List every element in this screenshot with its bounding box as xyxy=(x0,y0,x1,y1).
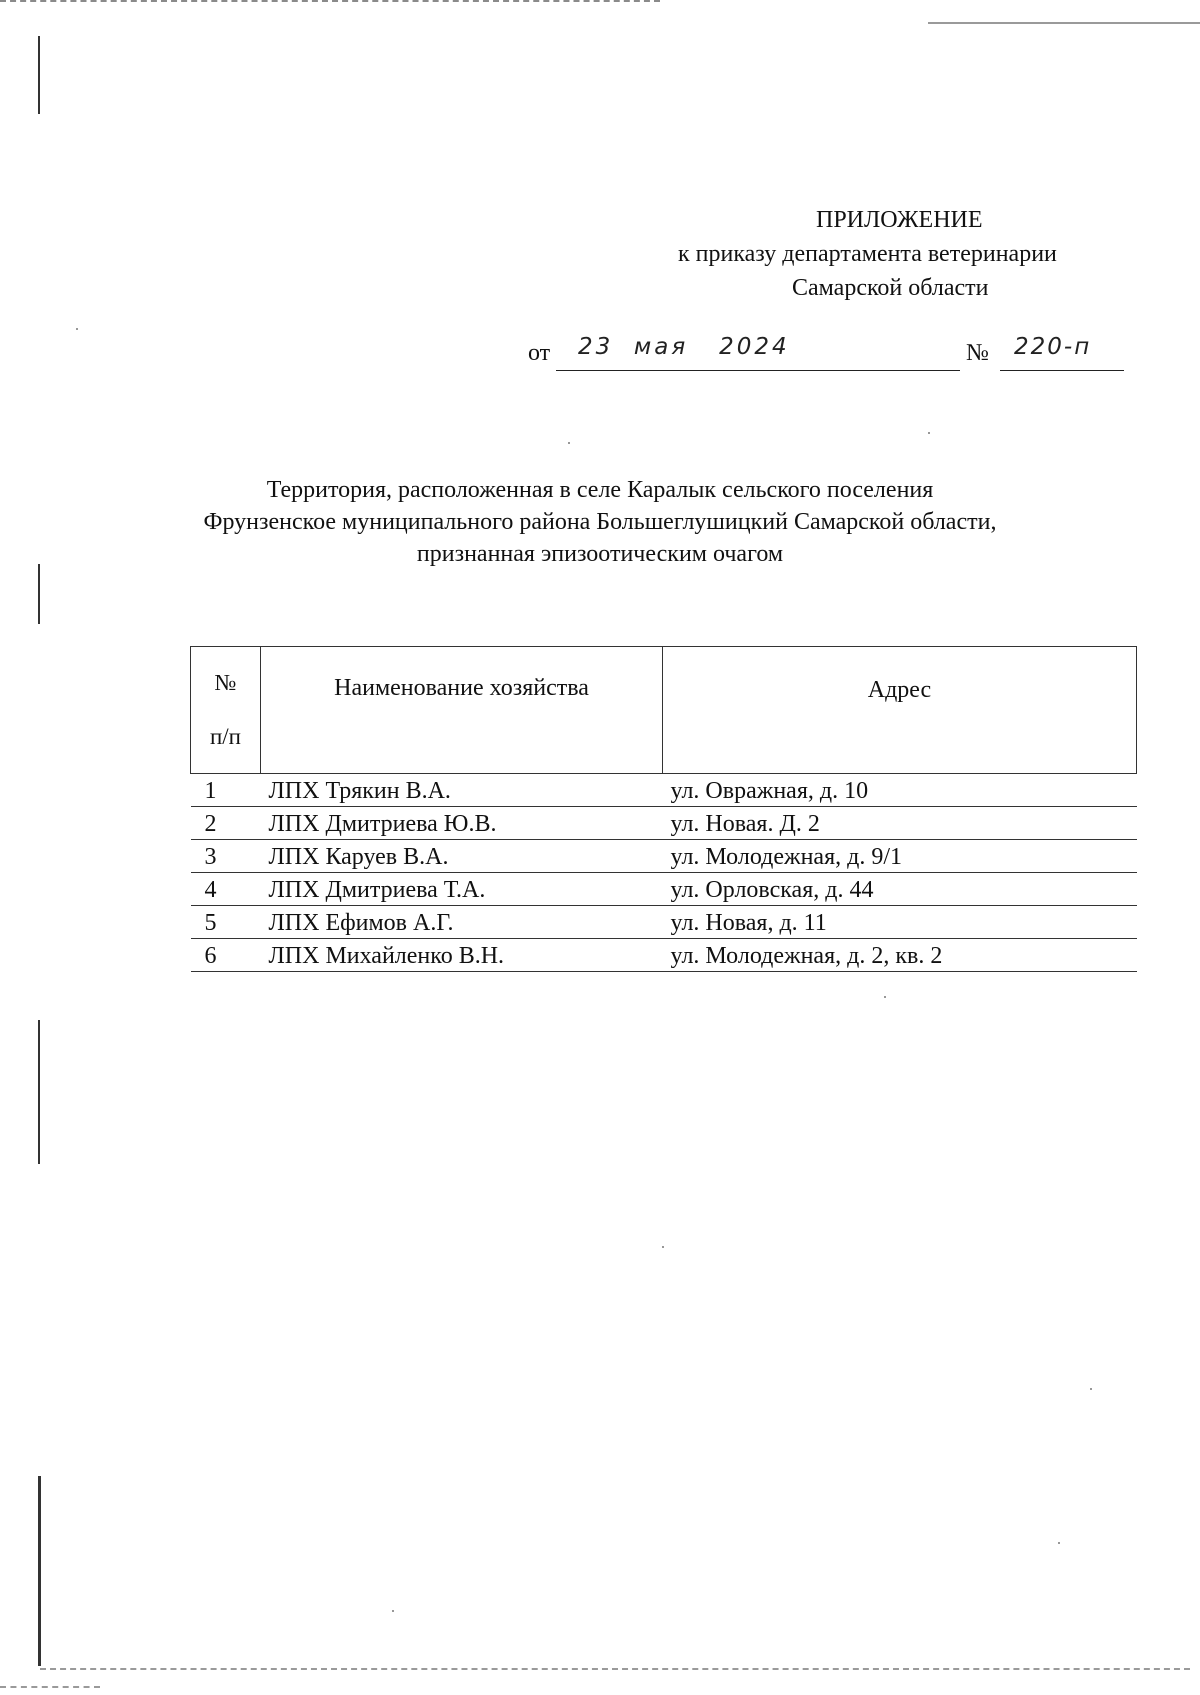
scan-edge-top xyxy=(0,0,660,2)
scan-speck xyxy=(884,996,886,998)
header-number-symbol: № xyxy=(214,670,237,695)
table-row xyxy=(191,774,1137,807)
number-prefix: № xyxy=(966,340,989,366)
scan-speck xyxy=(392,1610,394,1612)
farm-address: ул. Новая, д. 11 xyxy=(663,906,1137,939)
table-row xyxy=(191,939,1137,972)
column-header-address: Адрес xyxy=(663,647,1137,774)
binder-mark xyxy=(38,564,40,624)
row-number: 6 xyxy=(191,939,261,972)
scan-speck xyxy=(76,328,78,330)
date-handwritten: 23 мая 2024 xyxy=(578,334,790,360)
scan-speck xyxy=(662,1246,664,1248)
heading-line: Территория, расположенная в селе Каралык сельского поселения xyxy=(266,477,934,503)
table-header-row xyxy=(191,647,1137,774)
farm-name: ЛПХ Ефимов А.Г. xyxy=(261,906,663,939)
farm-name: ЛПХ Михайленко В.Н. xyxy=(261,939,663,972)
farm-name: ЛПХ Трякин В.А. xyxy=(261,774,663,807)
farm-name: ЛПХ Дмитриева Т.А. xyxy=(261,873,663,906)
table-row xyxy=(191,840,1137,873)
row-number: 2 xyxy=(191,807,261,840)
scan-edge-bottom xyxy=(40,1668,1190,1670)
scan-speck xyxy=(1058,1542,1060,1544)
number-handwritten: 220-п xyxy=(1014,334,1092,360)
appendix-subtitle: к приказу департамента ветеринарии xyxy=(678,241,1057,267)
date-prefix: от xyxy=(528,340,551,366)
row-number: 1 xyxy=(191,774,261,807)
row-number: 3 xyxy=(191,840,261,873)
order-date-number xyxy=(0,334,1200,374)
heading-line: Фрунзенское муниципального района Большеглушицкий Самарской области, xyxy=(203,509,997,535)
appendix-region: Самарской области xyxy=(792,275,989,301)
scan-edge-bottom-left xyxy=(0,1686,100,1688)
table-row xyxy=(191,807,1137,840)
scan-edge-line xyxy=(928,22,1200,24)
table-row xyxy=(191,873,1137,906)
territory-heading xyxy=(100,474,1100,570)
binder-mark xyxy=(38,36,40,114)
farm-name: ЛПХ Дмитриева Ю.В. xyxy=(261,807,663,840)
column-header-number xyxy=(191,647,261,774)
farm-address: ул. Орловская, д. 44 xyxy=(663,873,1137,906)
farm-address: ул. Новая. Д. 2 xyxy=(663,807,1137,840)
scan-speck xyxy=(928,432,930,434)
farm-address: ул. Овражная, д. 10 xyxy=(663,774,1137,807)
farm-address: ул. Молодежная, д. 9/1 xyxy=(663,840,1137,873)
binder-mark xyxy=(38,1476,41,1666)
farm-address: ул. Молодежная, д. 2, кв. 2 xyxy=(663,939,1137,972)
column-header-name: Наименование хозяйства xyxy=(261,647,663,774)
scan-speck xyxy=(568,442,570,444)
row-number: 4 xyxy=(191,873,261,906)
table-row xyxy=(191,906,1137,939)
binder-mark xyxy=(38,1020,40,1164)
header-number-abbr: п/п xyxy=(209,724,241,749)
heading-line: признанная эпизоотическим очагом xyxy=(416,541,784,567)
scan-speck xyxy=(1090,1388,1092,1390)
appendix-title: ПРИЛОЖЕНИЕ xyxy=(816,207,983,233)
farm-table xyxy=(190,646,1137,972)
date-underline xyxy=(556,370,960,371)
row-number: 5 xyxy=(191,906,261,939)
number-underline xyxy=(1000,370,1124,371)
farm-name: ЛПХ Каруев В.А. xyxy=(261,840,663,873)
